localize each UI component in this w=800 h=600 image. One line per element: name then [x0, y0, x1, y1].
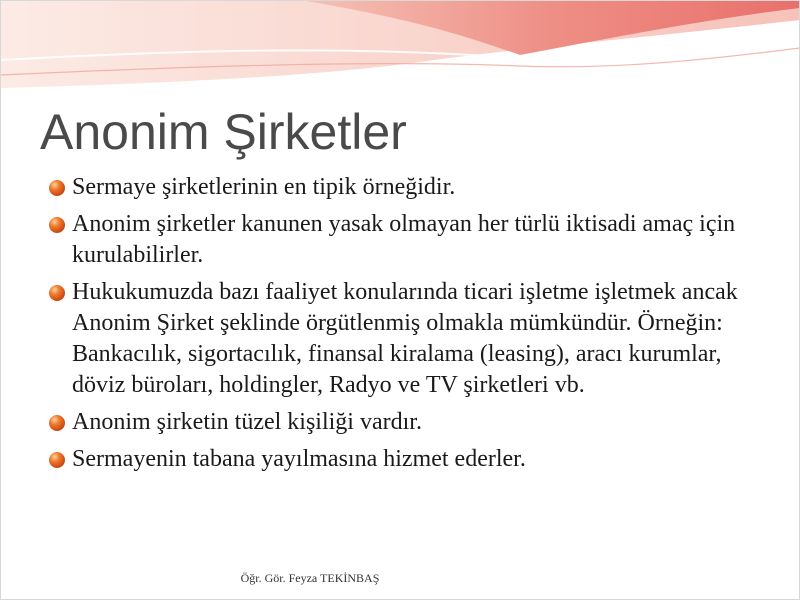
orange-sphere-bullet-icon: [48, 179, 66, 197]
bullet-text: Anonim şirketin tüzel kişiliği vardır.: [72, 409, 422, 435]
orange-sphere-bullet-icon: [48, 284, 66, 302]
slide-title: Anonim Şirketler: [40, 104, 407, 160]
bullet-text: Sermayenin tabana yayılmasına hizmet ederler.: [72, 446, 526, 472]
orange-sphere-bullet-icon: [48, 414, 66, 432]
slide-footer: [0, 571, 620, 586]
bullet-list: [46, 172, 766, 481]
bullet-item: [46, 172, 766, 203]
bullet-text: Sermaye şirketlerinin en tipik örneğidir.: [72, 174, 456, 200]
orange-sphere-bullet-icon: [48, 451, 66, 469]
bullet-item: [46, 444, 766, 475]
bullet-text: Anonim şirketler kanunen yasak olmayan her türlü iktisadi amaç için kurulabilirler.: [72, 211, 736, 268]
orange-sphere-bullet-icon: [48, 216, 66, 234]
bullet-item: [46, 209, 766, 271]
footer-author: Öğr. Gör. Feyza TEKİNBAŞ: [240, 571, 380, 585]
bullet-item: [46, 277, 766, 401]
header-wave-decoration: [0, 0, 800, 100]
bullet-item: [46, 407, 766, 438]
bullet-text: Hukukumuzda bazı faaliyet konularında ticari işletme işletmek ancak Anonim Şirket şeklinde örgütlenmiş olmakla mümkündür. Örneğin: Bankacılık, sigortacılık, finansal kiralama (leasing), aracı kurumlar, döviz büroları, holdingler, Radyo ve TV şirketleri vb.: [72, 279, 738, 398]
